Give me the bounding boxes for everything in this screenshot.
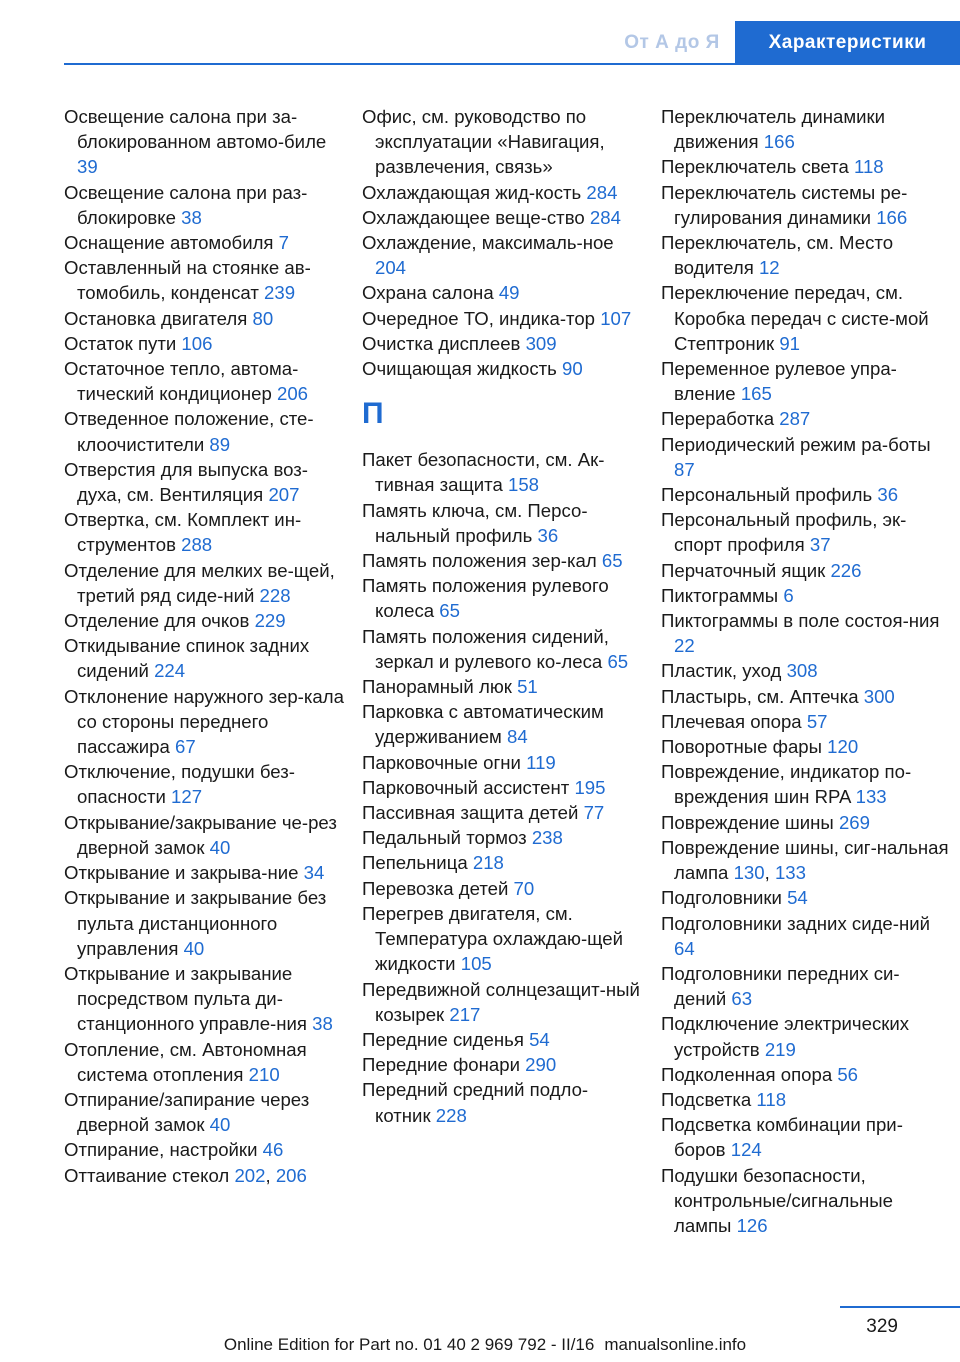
page-reference-link[interactable]: 38 [181, 206, 202, 228]
entry-term: Подколенная опора [661, 1063, 833, 1085]
page-reference-link[interactable]: 105 [460, 953, 492, 975]
entry-term: Память ключа, см. Персо‐нальный профиль [362, 499, 588, 546]
entry-term: Пакет безопасности, см. Ак‐тивная защита [362, 449, 605, 496]
entry-term: Переработка [661, 408, 775, 430]
entry-term: Перевозка детей [362, 877, 509, 899]
entry-term: Передний средний подло‐котник [362, 1079, 589, 1126]
entry-term: Память положения рулевого колеса [362, 575, 609, 622]
index-entry [64, 457, 344, 507]
index-entry [362, 624, 642, 674]
page-reference-link[interactable]: 118 [756, 1088, 787, 1110]
index-entry [64, 1037, 344, 1087]
page-reference-link[interactable]: 119 [526, 751, 556, 773]
index-entry [64, 810, 344, 860]
index-entry [64, 860, 344, 885]
page-reference-link[interactable]: 77 [583, 802, 605, 824]
page-reference-link[interactable]: 49 [498, 282, 520, 304]
index-entry [362, 1027, 642, 1052]
page-reference-link[interactable]: 288 [181, 534, 213, 556]
page-reference-link[interactable]: 34 [303, 862, 325, 884]
page-reference-link[interactable]: 269 [838, 811, 870, 833]
page-reference-link[interactable]: 87 [674, 458, 695, 480]
entry-term: Откидывание спинок задних сидений [64, 635, 310, 682]
index-entry [661, 280, 951, 356]
entry-term: Оттаивание стекол [64, 1164, 230, 1186]
entry-term: Перегрев двигателя, см. Температура охлаждаю‐щей жидкости [362, 902, 623, 975]
index-entry [661, 734, 951, 759]
index-column-3 [661, 104, 951, 1238]
page-reference-link[interactable]: 63 [731, 988, 753, 1010]
index-entry [64, 104, 344, 180]
page-reference-link[interactable]: 158 [508, 474, 540, 496]
page-reference-link[interactable]: 165 [740, 383, 772, 405]
index-entry [64, 306, 344, 331]
page-reference-link[interactable]: 228 [435, 1104, 467, 1126]
entry-term: Переключатель системы ре‐гулирования динамики [661, 181, 908, 228]
footer-rule [840, 1306, 960, 1308]
entry-term: Плечевая опора [661, 710, 802, 732]
page-reference-link[interactable]: 51 [517, 676, 538, 698]
entry-term: Пластырь, см. Аптечка [661, 685, 859, 707]
page-reference-link[interactable]: 204 [375, 257, 407, 279]
page-reference-link[interactable]: 118 [853, 156, 884, 178]
footer-edition: Online Edition for Part no. 01 40 2 969 792 - II/16 [223, 1335, 595, 1354]
index-entry: Повреждение шины, сиг‐нальная лампа 130, 133 [661, 836, 949, 884]
page-reference-link[interactable]: 166 [876, 206, 908, 228]
index-entry [661, 608, 951, 658]
entry-term: Открывание и закрывание посредством пульта ди‐станционного управле‐ния [64, 962, 307, 1035]
entry-term: Отключение, подушки без‐опасности [64, 761, 295, 808]
index-entry [661, 583, 951, 608]
page-header [0, 0, 960, 64]
index-entry [362, 573, 642, 623]
page-reference-link[interactable]: 309 [525, 332, 557, 354]
index-entry [661, 230, 951, 280]
page-reference-link[interactable]: 120 [827, 736, 859, 758]
entry-term: Отопление, см. Автономная система отопления [64, 1038, 307, 1085]
index-entry [362, 1077, 642, 1127]
index-entry [661, 658, 951, 683]
index-entry [64, 356, 344, 406]
page-reference-link[interactable]: 54 [529, 1028, 550, 1050]
page-reference-link[interactable]: 36 [877, 484, 899, 506]
index-entry [362, 104, 642, 180]
entry-term: Остаточное тепло, автома‐тический кондиционер [64, 358, 299, 405]
page-number: 329 [866, 1316, 898, 1337]
page-reference-link[interactable]: 54 [787, 887, 808, 909]
page-reference-link[interactable]: 166 [763, 131, 795, 153]
entry-term: Охлаждающая жид‐кость [362, 181, 582, 203]
entry-term: Память положения сидений, зеркал и рулевого ко‐леса [362, 625, 609, 672]
index-entry [362, 901, 642, 977]
entry-term: Оснащение автомобиля [64, 232, 274, 254]
entry-term: Переключатель динамики движения [661, 106, 886, 153]
entry-term: Передвижной солнцезащит‐ный козырек [362, 978, 640, 1025]
entry-term: Очищающая жидкость [362, 358, 557, 380]
index-entry [362, 750, 642, 775]
entry-term: Подголовники задних сиде‐ний [661, 912, 931, 934]
entry-term: Отвертка, см. Комплект ин‐струментов [64, 509, 302, 556]
page-reference-link[interactable]: 65 [601, 550, 623, 572]
index-entry [64, 230, 344, 255]
index-entry [661, 507, 951, 557]
entry-term: Подсветка комбинации при‐боров [661, 1114, 903, 1161]
entry-term: Освещение салона при за‐блокированном автомо‐биле [64, 106, 327, 153]
entry-term: Персональный профиль, эк‐спорт профиля [661, 509, 907, 556]
entry-term: Подключение электрических устройств [661, 1013, 910, 1060]
entry-term: Переменное рулевое упра‐вление [661, 358, 897, 405]
page-reference-link[interactable]: 37 [809, 534, 831, 556]
entry-term: Подушки безопасности, контрольные/сигнальные лампы [661, 1164, 894, 1236]
entry-term: Пиктограммы в поле состоя‐ния [661, 610, 940, 632]
page-reference-link[interactable]: 40 [183, 937, 205, 959]
entry-term: Отделение для очков [64, 610, 250, 632]
page-reference-link[interactable]: 89 [209, 433, 231, 455]
entry-term: Охрана салона [362, 282, 494, 304]
entry-term: Парковочные огни [362, 751, 521, 773]
section-tab: От А до Я [612, 21, 732, 64]
entry-term: Отклонение наружного зер‐кала со стороны переднего пассажира [64, 685, 344, 758]
index-column-1 [64, 104, 344, 1188]
page-reference-link[interactable]: 218 [472, 852, 504, 874]
page-reference-link[interactable]: 7 [278, 232, 290, 254]
entry-term: Пассивная защита детей [362, 802, 579, 824]
page-reference-link[interactable]: 287 [779, 408, 811, 430]
index-entry [661, 1087, 951, 1112]
index-column-2 [362, 104, 642, 1128]
page-reference-link[interactable]: 57 [806, 710, 828, 732]
page-reference-link[interactable]: 202 [234, 1164, 266, 1186]
page-reference-link[interactable]: 195 [574, 776, 606, 798]
page-reference-link[interactable]: 207 [268, 484, 300, 506]
page-reference-link[interactable]: 284 [586, 181, 618, 203]
entry-term: Отпирание, настройки [64, 1139, 258, 1161]
entry-term: Очередное ТО, индика‐тор [362, 307, 596, 329]
entry-term: Переключение передач, см. Коробка передач с систе‐мой Стептроник [661, 282, 929, 354]
entry-term: Поворотные фары [661, 736, 822, 758]
entry-term: Пепельница [362, 852, 468, 874]
index-entry [661, 1163, 951, 1239]
entry-term: Периодический режим ра‐боты [661, 433, 931, 455]
index-entry [661, 759, 951, 809]
page-reference-link[interactable]: 206 [275, 1164, 307, 1186]
page-reference-link[interactable]: 130 [733, 862, 765, 884]
index-entry [661, 180, 951, 230]
index-entry [661, 1011, 951, 1061]
entry-term: Открывание/закрывание че‐рез дверной замок [64, 811, 337, 858]
index-entry [64, 331, 344, 356]
page-reference-link[interactable]: 40 [209, 1114, 231, 1136]
page-reference-link[interactable]: 126 [736, 1214, 768, 1236]
index-entry [661, 1062, 951, 1087]
page-reference-link[interactable]: 284 [589, 206, 621, 228]
page-reference-link[interactable]: 300 [863, 685, 895, 707]
page-reference-link[interactable]: 80 [252, 307, 274, 329]
page-reference-link[interactable]: 127 [171, 786, 203, 808]
entry-term: Передние сиденья [362, 1028, 524, 1050]
entry-term: Пиктограммы [661, 584, 779, 606]
index-entry [64, 885, 344, 961]
entry-term: Подголовники передних си‐дений [661, 962, 900, 1010]
footer-watermark: manualsonline.info [604, 1335, 747, 1354]
index-entry [661, 482, 951, 507]
page-reference-link[interactable]: 36 [537, 524, 559, 546]
page-reference-link[interactable]: 107 [600, 307, 632, 329]
index-entry [362, 447, 642, 497]
index-entry [362, 775, 642, 800]
index-entry [64, 406, 344, 456]
page-reference-link[interactable]: 65 [607, 650, 629, 672]
index-entry [362, 825, 642, 850]
index-entry [362, 205, 642, 230]
index-entry [661, 154, 951, 179]
index-entry [362, 498, 642, 548]
entry-term: Открывание и закрывание без пульта дистанционного управления [64, 887, 327, 959]
index-entry [64, 684, 344, 760]
entry-term: Переключатель света [661, 156, 849, 178]
page-reference-link[interactable]: 206 [277, 383, 309, 405]
entry-term: Парковка с автоматическим удерживанием [362, 701, 604, 748]
index-entry [362, 977, 642, 1027]
entry-term: Оставленный на стоянке ав‐томобиль, конденсат [64, 257, 311, 304]
entry-term: Персональный профиль [661, 484, 873, 506]
page-reference-link[interactable]: 224 [154, 660, 186, 682]
page-reference-link[interactable]: 84 [507, 726, 528, 748]
entry-term: Панорамный люк [362, 676, 512, 698]
entry-term: Освещение салона при раз‐блокировке [64, 181, 308, 228]
page-reference-link[interactable]: 22 [674, 635, 695, 657]
index-entry [64, 759, 344, 809]
entry-term: Офис, см. руководство по эксплуатации «Навигация, развлечения, связь» [362, 106, 605, 178]
index-entry [362, 331, 642, 356]
page-reference-link[interactable]: 65 [439, 600, 460, 622]
index-entry [64, 608, 344, 633]
entry-term: Отделение для мелких ве‐щей, третий ряд сиде‐ний [64, 559, 335, 606]
index-entry [661, 885, 951, 910]
page-reference-link[interactable]: 64 [674, 937, 695, 959]
page-reference-link[interactable]: 106 [181, 332, 213, 354]
index-entry [661, 709, 951, 734]
entry-term: Отверстия для выпуска воз‐духа, см. Вентиляция [64, 458, 308, 506]
page-reference-link[interactable]: 12 [758, 257, 780, 279]
page-reference-link[interactable]: 219 [764, 1038, 796, 1060]
page-reference-link[interactable]: 217 [449, 1003, 481, 1025]
index-entry [661, 911, 951, 961]
index-entry: Оттаивание стекол 202, 206 [64, 1164, 307, 1186]
page-reference-link[interactable]: 6 [783, 584, 794, 606]
page-reference-link[interactable]: 46 [262, 1139, 284, 1161]
footer [0, 1335, 960, 1355]
index-entry [362, 356, 642, 381]
entry-term: Передние фонари [362, 1054, 520, 1076]
page-reference-link[interactable]: 133 [855, 786, 887, 808]
entry-term: Отведенное положение, сте‐клоочистители [64, 408, 314, 455]
entry-term: Переключатель, см. Место водителя [661, 232, 894, 279]
entry-term: Очистка дисплеев [362, 332, 521, 354]
page-reference-link[interactable]: 91 [779, 332, 800, 354]
index-entry [64, 1137, 344, 1162]
header-rule [64, 63, 960, 65]
page-reference-link[interactable]: 39 [77, 156, 98, 178]
index-entry [362, 800, 642, 825]
index-entry [362, 548, 642, 573]
page-reference-link[interactable]: 90 [562, 358, 583, 380]
page-reference-link[interactable]: 38 [312, 1013, 333, 1035]
entry-term: Повреждение шины [661, 811, 834, 833]
page-reference-link[interactable]: 67 [175, 736, 196, 758]
index-entry [362, 1052, 642, 1077]
entry-term: Парковочный ассистент [362, 776, 570, 798]
index-entry [362, 280, 642, 305]
index-entry [64, 507, 344, 557]
index-entry [661, 356, 951, 406]
index-entry [661, 104, 951, 154]
index-entry [661, 558, 951, 583]
entry-term: Открывание и закрыва‐ние [64, 862, 299, 884]
entry-term: Охлаждающее веще‐ство [362, 206, 585, 228]
index-entry [362, 180, 642, 205]
page-reference-link[interactable]: 210 [248, 1063, 280, 1085]
index-entry [64, 180, 344, 230]
chapter-tab: Характеристики [735, 21, 960, 64]
index-entry [64, 633, 344, 683]
index-entry [661, 432, 951, 482]
index-entry [362, 230, 642, 280]
entry-term: Остаток пути [64, 332, 177, 354]
index-entry [362, 876, 642, 901]
page-reference-link[interactable]: 56 [837, 1063, 859, 1085]
entry-term: Подголовники [661, 887, 782, 909]
entry-term: Повреждение, индикатор по‐вреждения шин RPA [661, 761, 912, 808]
index-entry [661, 684, 951, 709]
index-entry [661, 1112, 951, 1162]
page-reference-link[interactable]: 40 [209, 836, 231, 858]
index-entry [64, 961, 344, 1037]
page-reference-link[interactable]: 229 [254, 610, 286, 632]
entry-term: Подсветка [661, 1088, 752, 1110]
index-entry [661, 961, 951, 1011]
index-entry [64, 1087, 344, 1137]
entry-term: Память положения зер‐кал [362, 550, 597, 572]
entry-term: Перчаточный ящик [661, 559, 826, 581]
page-reference-link[interactable]: 308 [786, 660, 818, 682]
page-reference-link[interactable]: 228 [259, 584, 291, 606]
index-entry [64, 255, 344, 305]
index-entry [661, 810, 951, 835]
page-reference-link[interactable]: 226 [830, 559, 862, 581]
page-reference-link[interactable]: 238 [531, 827, 563, 849]
entry-term: Повреждение шины, сиг‐нальная лампа [661, 836, 949, 884]
page-reference-link[interactable]: 133 [774, 862, 806, 884]
section-letter: П [362, 397, 384, 431]
page-reference-link[interactable]: 290 [525, 1054, 557, 1076]
index-entry [362, 674, 642, 699]
index-entry [64, 558, 344, 608]
index-entry [362, 306, 642, 331]
page-reference-link[interactable]: 239 [264, 282, 296, 304]
entry-term: Отпирание/запирание через дверной замок [64, 1088, 310, 1136]
index-entry [362, 850, 642, 875]
index-entry [362, 699, 642, 749]
index-entry [661, 406, 951, 431]
page-reference-link[interactable]: 70 [513, 877, 535, 899]
entry-term: Остановка двигателя [64, 307, 248, 329]
entry-term: Пластик, уход [661, 660, 782, 682]
page-reference-link[interactable]: 124 [730, 1139, 762, 1161]
entry-term: Педальный тормоз [362, 827, 527, 849]
entry-term: Охлаждение, максималь‐ное [362, 232, 614, 254]
